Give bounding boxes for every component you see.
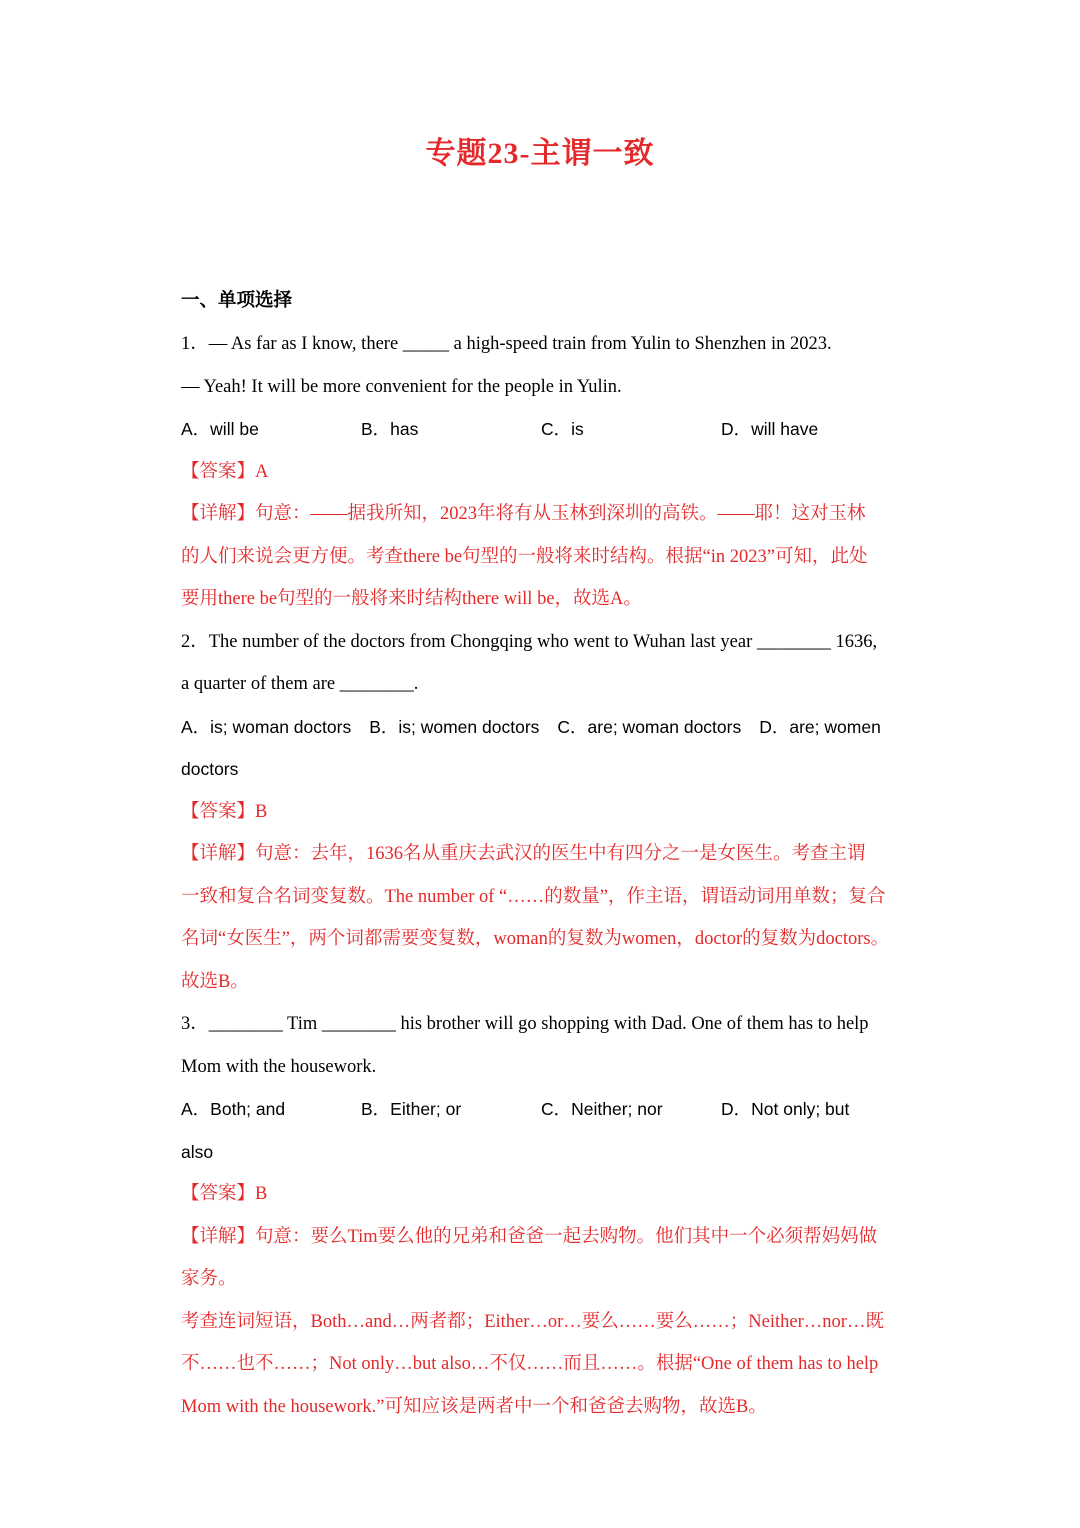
q2-answer: 【答案】B — [181, 801, 268, 822]
q1-option-d: D．will have — [721, 419, 819, 439]
q2-option-d: D．are; women — [759, 716, 881, 737]
q3-detail-line1: 【详解】句意：要么Tim要么他的兄弟和爸爸一起去购物。他们其中一个必须帮妈妈做 — [181, 1226, 878, 1247]
q3-detail-line2: 家务。 — [181, 1269, 237, 1289]
q3-detail-line4: 不……也不……；Not only…but also…不仅……而且……。根据“One of them has to help — [181, 1354, 879, 1374]
q2-detail-line2: 一致和复合名词变复数。The number of “……的数量”，作主语，谓语动词用单数；复合 — [181, 886, 886, 907]
q3-option-d: D．Not only; but — [721, 1099, 850, 1119]
page-title: 专题23-主谓一致 — [425, 137, 655, 170]
q1-stem-line2: — Yeah! It will be more convenient for the people in Yulin. — [181, 376, 622, 397]
q2-option-a: A．is; woman doctors — [181, 716, 352, 737]
q3-options — [181, 1088, 901, 1131]
q1-options — [181, 408, 901, 451]
q1-option-b: B．has — [361, 419, 419, 439]
q3-detail-line5: Mom with the housework.”可知应该是两者中一个和爸爸去购物，故选B。 — [181, 1396, 767, 1417]
q2-detail-line3: 名词“女医生”，两个词都需要变复数，woman的复数为women，doctor的复数为doctors。 — [181, 929, 890, 949]
q3-option-b: B．Either; or — [361, 1099, 462, 1119]
q1-option-a: A．will be — [181, 419, 259, 439]
q2-option-wrap: doctors — [181, 759, 239, 779]
q3-stem-line2: Mom with the housework. — [181, 1056, 377, 1077]
q1-detail-line1: 【详解】句意：——据我所知，2023年将有从玉林到深圳的高铁。——耶！这对玉林 — [181, 504, 866, 524]
q2-options — [181, 706, 901, 749]
q1-answer: 【答案】A — [181, 461, 269, 482]
q2-option-b: B．is; women doctors — [369, 716, 540, 737]
q1-detail-line3: 要用there be句型的一般将来时结构there will be，故选A。 — [181, 589, 642, 609]
q3-option-wrap: also — [181, 1141, 214, 1162]
q3-stem-line1: 3．________ Tim ________ his brother will go shopping with Dad. One of them has to help — [181, 1014, 869, 1034]
q2-stem-line2: a quarter of them are ________. — [181, 674, 419, 694]
q3-option-c: C．Neither; nor — [541, 1099, 663, 1119]
q1-option-c: C．is — [541, 419, 584, 439]
q3-answer: 【答案】B — [181, 1184, 268, 1204]
q3-option-a: A．Both; and — [181, 1099, 286, 1119]
section-heading: 一、单项选择 — [181, 291, 293, 311]
q2-detail-line4: 故选B。 — [181, 971, 249, 992]
q2-stem-line1: 2．The number of the doctors from Chongqing who went to Wuhan last year ________ 1636, — [181, 631, 878, 652]
document-body — [181, 280, 901, 1428]
q1-detail-line2: 的人们来说会更方便。考查there be句型的一般将来时结构。根据“in 2023”可知，此处 — [181, 546, 868, 567]
q3-detail-line3: 考查连词短语，Both…and…两者都；Either…or…要么……要么……；Neither…nor…既 — [181, 1311, 884, 1332]
q1-stem-line1: 1．— As far as I know, there _____ a high-speed train from Yulin to Shenzhen in 2023. — [181, 334, 832, 354]
q2-option-c: C．are; woman doctors — [557, 716, 742, 737]
q2-detail-line1: 【详解】句意：去年，1636名从重庆去武汉的医生中有四分之一是女医生。考查主谓 — [181, 844, 866, 864]
